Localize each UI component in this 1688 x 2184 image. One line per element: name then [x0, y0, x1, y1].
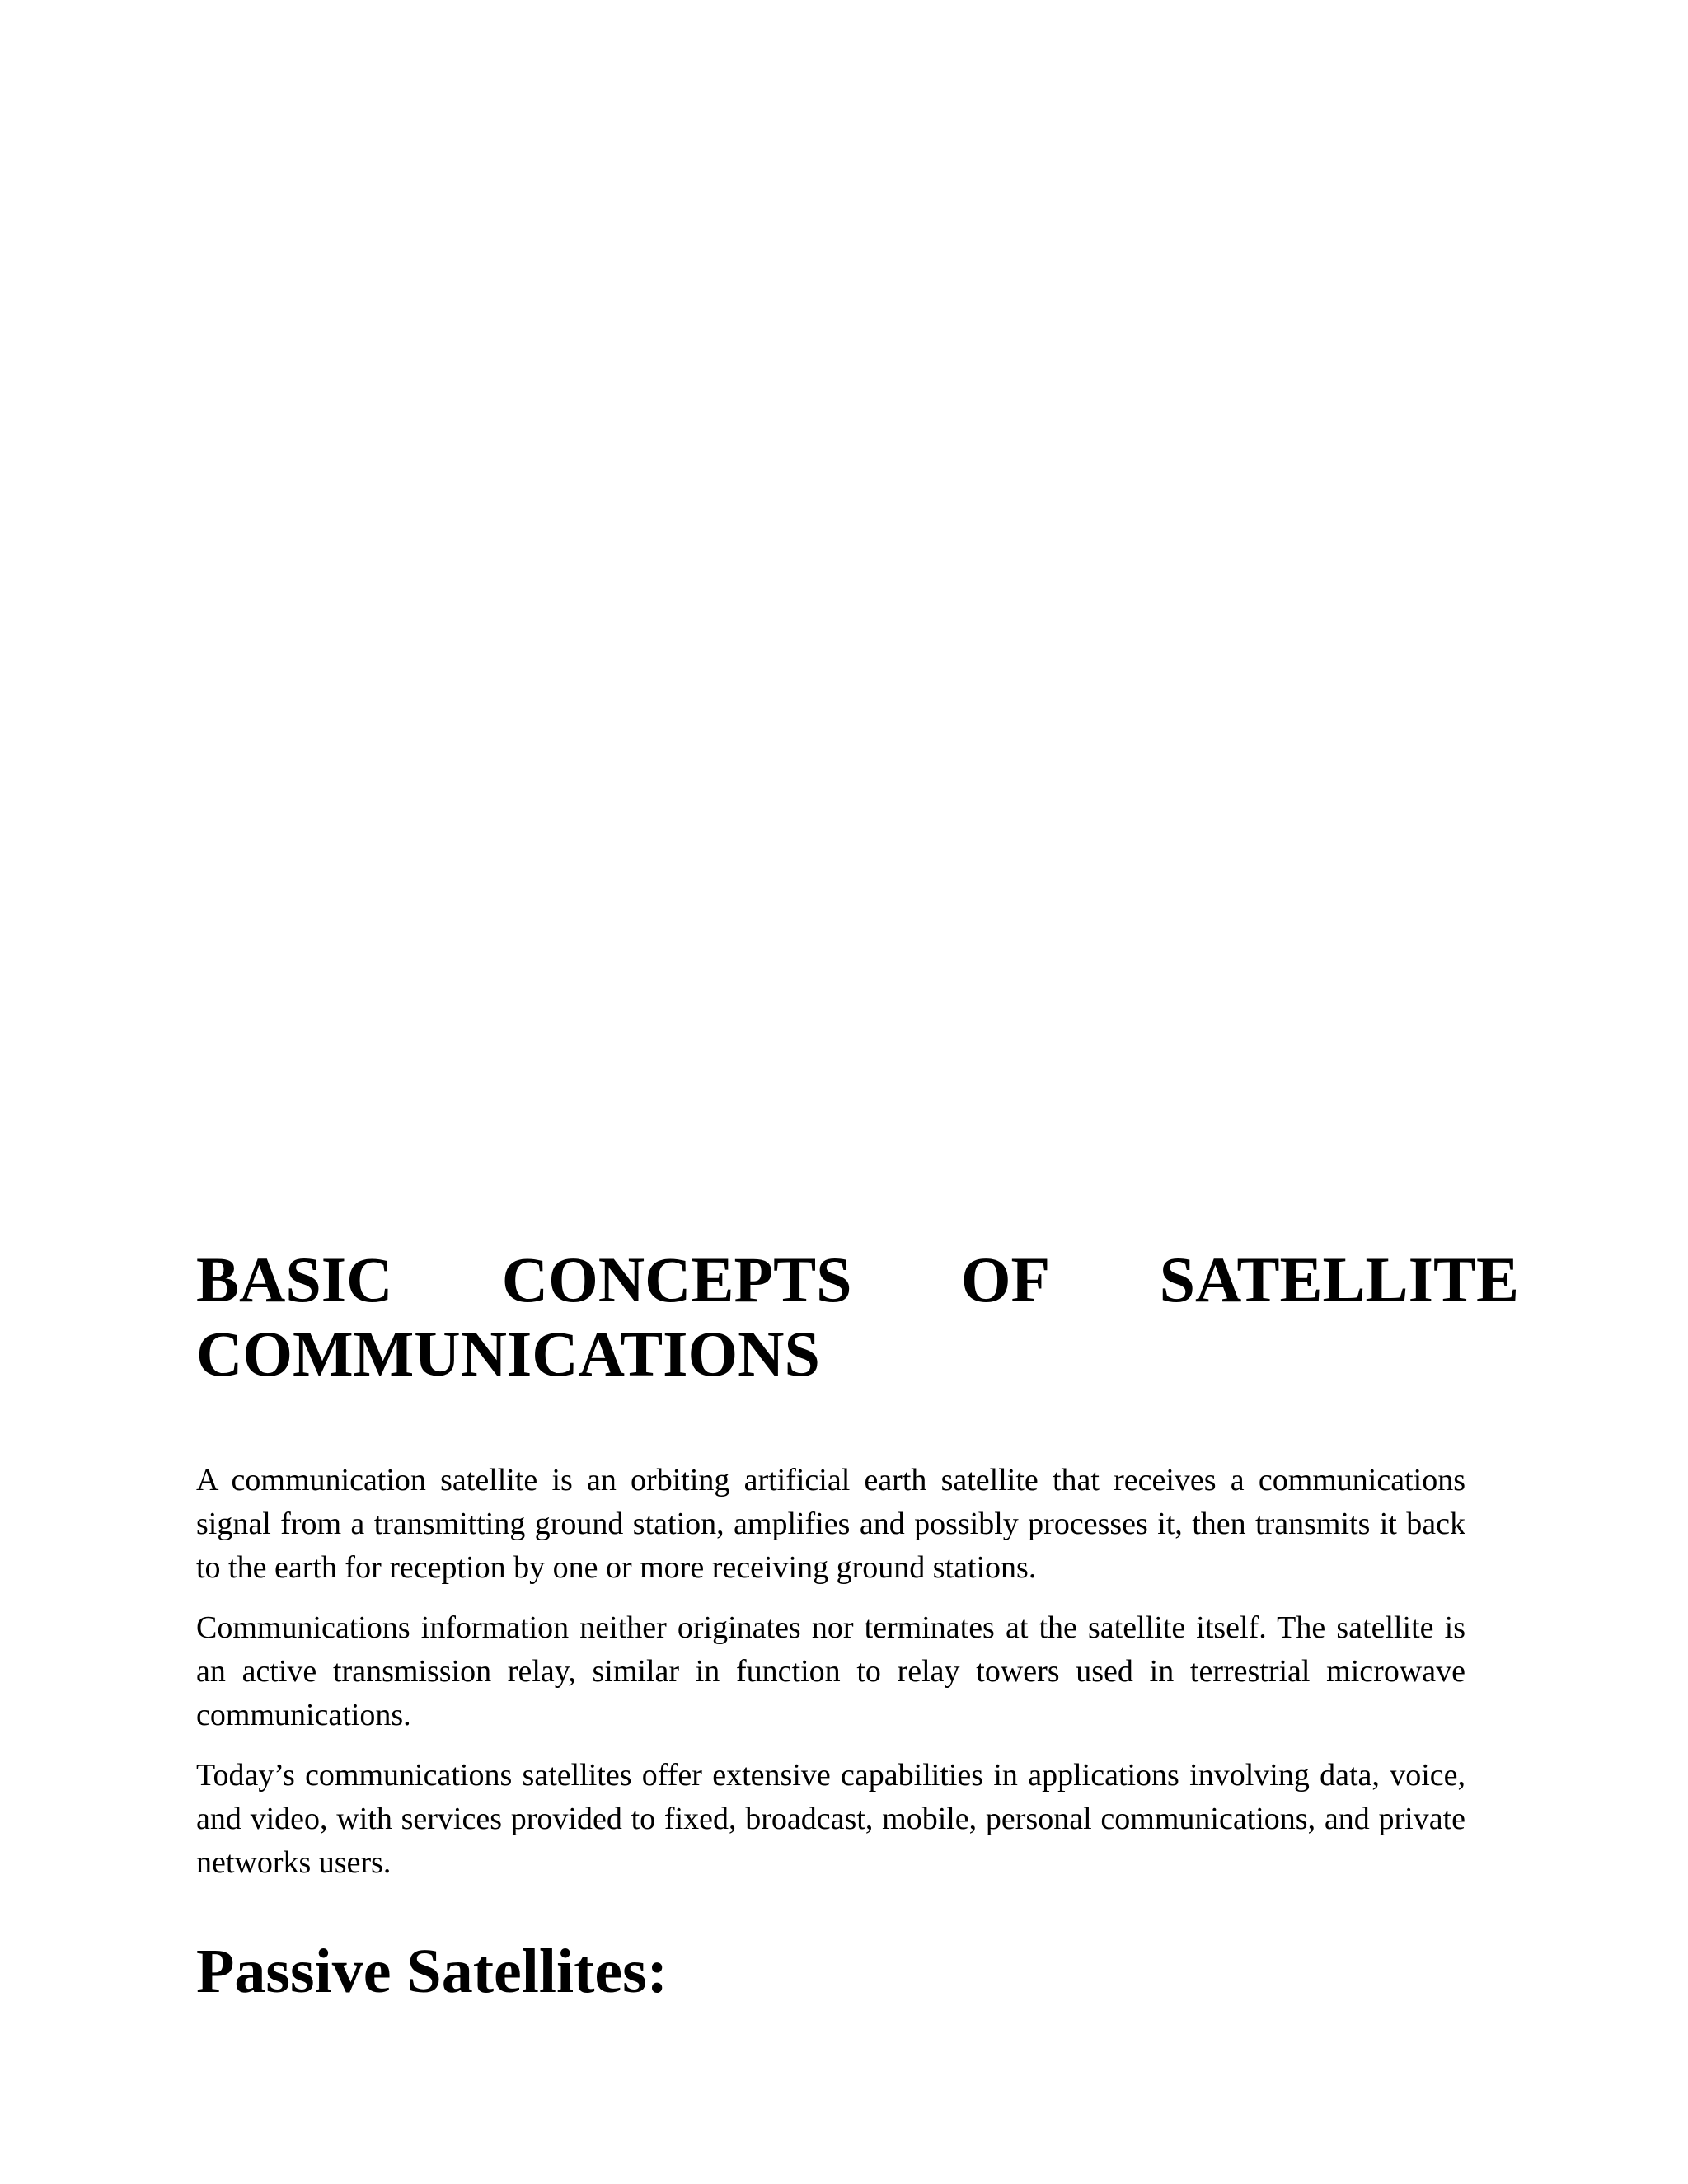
page-content — [196, 1243, 1519, 2008]
title-line-2: COMMUNICATIONS — [196, 1318, 820, 1390]
title-word-basic: BASIC — [196, 1244, 393, 1315]
title-word-of: OF — [960, 1244, 1051, 1315]
section-heading-passive-satellites: Passive Satellites: — [196, 1937, 668, 2006]
title-word-concepts: CONCEPTS — [501, 1244, 852, 1315]
title-word-satellite: SATELLITE — [1159, 1244, 1519, 1315]
paragraph-relay: Communications information neither originates nor terminates at the satellite itself. The satellite is an active transmission relay, similar in function to relay towers used in terrestrial microwave communications. — [196, 1610, 1465, 1732]
paragraph-capabilities: Today’s communications satellites offer extensive capabilities in applications involving data, voice, and video, with services provided to fixed, broadcast, mobile, personal communications, and private networks users. — [196, 1758, 1465, 1880]
title-line-1 — [196, 1243, 1519, 1317]
paragraph-definition: A communication satellite is an orbiting artificial earth satellite that receives a communications signal from a transmitting ground station, amplifies and possibly processes it, then transmits it back to the earth for reception by one or more receiving ground stations. — [196, 1463, 1465, 1585]
main-title — [196, 1243, 1519, 1391]
